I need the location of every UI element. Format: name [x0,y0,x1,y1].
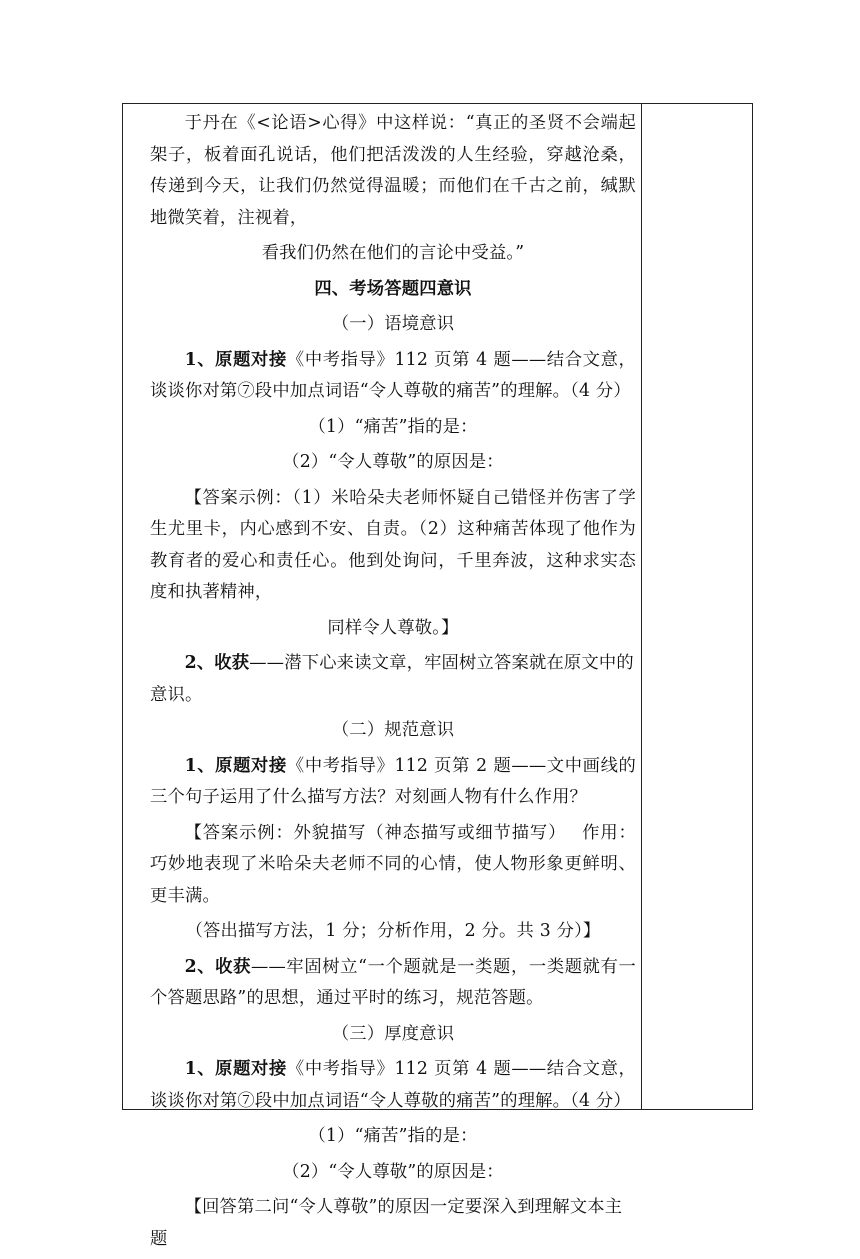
table-column-divider [641,103,642,1110]
part2-item1-label: 1、原题对接 [184,755,287,776]
part1-sub2: （2）“令人尊敬”的原因是： [282,452,504,472]
part1-item2-label: 2、收获 [184,653,250,673]
section-title: 四、考场答题四意识 [314,278,472,299]
part2-item2-label: 2、收获 [184,956,252,977]
part3-item1 [150,1054,636,1117]
part3-answer: 【回答第二问“令人尊敬”的原因一定要深入到理解文本主题 [150,1197,623,1249]
part2-item1 [150,751,636,814]
part1-item2 [150,648,636,711]
part2-answer [150,818,636,913]
part3-sub2: （2）“令人尊敬”的原因是： [282,1161,504,1182]
part2-item1-text: 《中考指导》112 页第 2 题——文中画线的三个句子运用了什么描写方法？对刻画人物有什么作用？ [150,755,636,807]
part2-item2-text: ——牢固树立“一个题就是一类题，一类题就有一个答题思路”的思想，通过平时的练习，规范答题。 [150,956,636,1008]
part2-answer-text: 【答案示例：外貌描写（神态描写或细节描写） 作用：巧妙地表现了米哈朵夫老师不同的心情，使人物形象更鲜明、更丰满。 [150,822,636,906]
part1-item2-text: ——潜下心来读文章，牢固树立答案就在原文中的意识。 [150,653,634,705]
part1-sub1: （1）“痛苦”指的是： [308,416,478,437]
part1-answer-text: 【答案示例：（1）米哈朵夫老师怀疑自己错怪并伤害了学生尤里卡，内心感到不安、自责。（2）这种痛苦体现了他作为教育者的爱心和责任心。他到处询问，千里奔波，这种求实态度和执著精神， [150,487,636,602]
part1-answer [150,483,636,609]
part3-item1-label: 1、原题对接 [184,1059,287,1079]
part3-sub1: （1）“痛苦”指的是： [308,1126,478,1146]
quote-last-line: 看我们仍然在他们的言论中受益。” [261,243,525,263]
part1-title: （一）语境意识 [331,314,455,334]
part1-item1 [150,345,636,408]
lesson-content [150,108,636,1259]
part3-item1-text: 《中考指导》112 页第 4 题——结合文意，谈谈你对第⑦段中加点词语“令人尊敬的痛苦”的理解。（4 分） [150,1059,636,1111]
part2-answer-last: （答出描写方法，1 分；分析作用，2 分。共 3 分）】 [185,921,601,941]
part3-title: （三）厚度意识 [331,1023,455,1044]
part1-item1-label: 1、原题对接 [184,349,287,370]
part1-answer-last: 同样令人尊敬。】 [327,617,459,638]
quote-text: 于丹在《<论语>心得》中这样说：“真正的圣贤不会端起架子，板着面孔说话，他们把活泼泼的人生经验，穿越沧桑，传递到今天，让我们仍然觉得温暖；而他们在千古之前，缄默地微笑着，注视着， [150,113,636,228]
quote-paragraph [150,108,636,234]
part1-item1-text: 《中考指导》112 页第 4 题——结合文意，谈谈你对第⑦段中加点词语“令人尊敬的痛苦”的理解。（4 分） [150,349,636,401]
part2-title: （二）规范意识 [331,720,455,740]
part2-item2 [150,952,636,1015]
